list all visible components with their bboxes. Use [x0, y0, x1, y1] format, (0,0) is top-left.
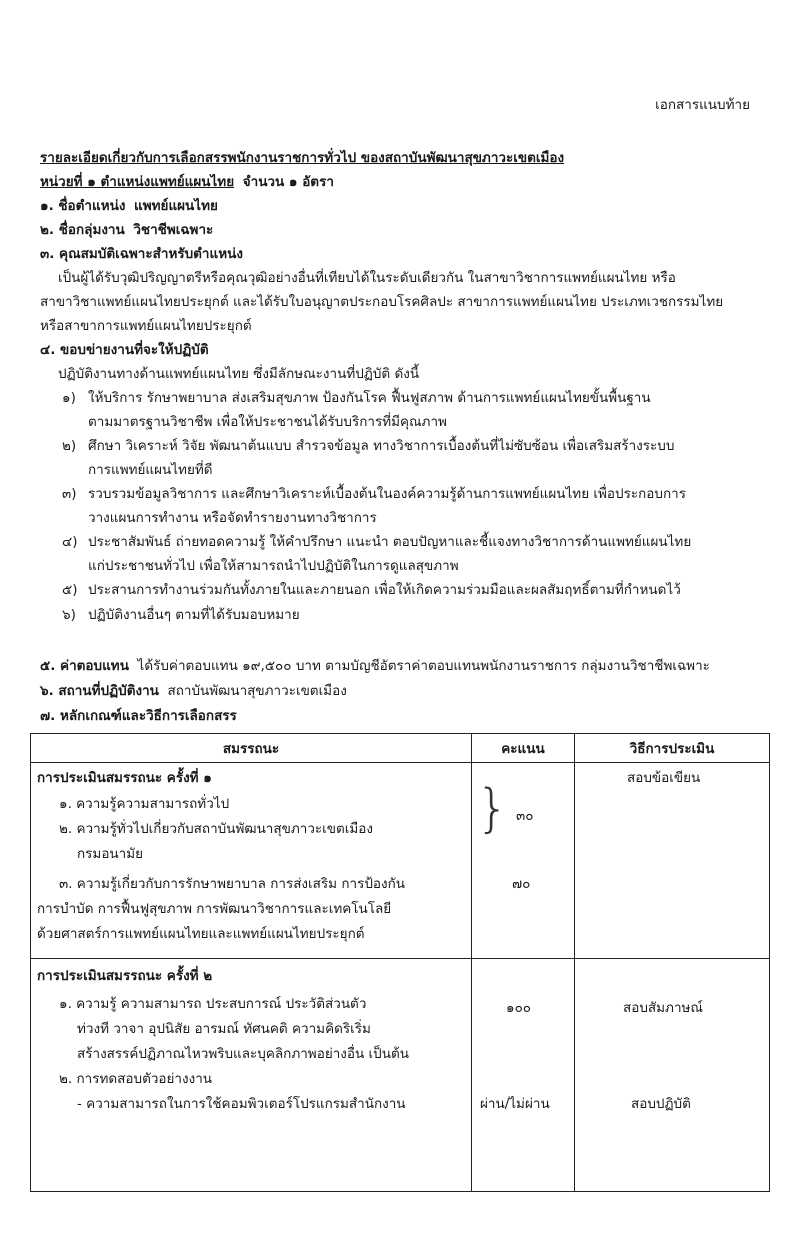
section-5 [40, 655, 710, 677]
score-value: ๑๐๐ [506, 1000, 532, 1016]
section-1-value: แพทย์แผนไทย [134, 198, 218, 214]
duty-number: ๔) [62, 534, 78, 550]
duty-item: ศึกษา วิเคราะห์ วิจัย พัฒนาต้นแบบ สำรวจข้อมูล ทางวิชาการเบื้องต้นที่ไม่ซับซ้อน เพื่อเสริมสร้างระบบ [88, 438, 675, 454]
score-value: ผ่าน/ไม่ผ่าน [480, 1096, 550, 1112]
duty-number: ๑) [62, 390, 76, 406]
section-6 [40, 680, 347, 702]
section-3-text: หรือสาขาการแพทย์แผนไทยประยุกต์ [40, 318, 252, 334]
section-6-heading: ๖. สถานที่ปฏิบัติงาน [40, 683, 159, 699]
duty-item: ประชาสัมพันธ์ ถ่ายทอดความรู้ ให้คำปรึกษา แนะนำ ตอบปัญหาและชี้แจงทางวิชาการด้านแพทย์แผนไทย [88, 534, 692, 550]
document-tag: เอกสารแนบท้าย [655, 97, 750, 113]
duty-item: รวบรวมข้อมูลวิชาการ และศึกษาวิเคราะห์เบื้องต้นในองค์ความรู้ด้านการแพทย์แผนไทย เพื่อประกอบการ [88, 486, 686, 502]
round-2-title: การประเมินสมรรถนะ ครั้งที่ ๒ [37, 968, 213, 984]
method-cell [575, 959, 770, 1192]
header-method: วิธีการประเมิน [575, 734, 770, 763]
duty-item-continued: วางแผนการทำงาน หรือจัดทำรายงานทางวิชาการ [88, 510, 377, 526]
section-4-intro: ปฏิบัติงานทางด้านแพทย์แผนไทย ซึ่งมีลักษณะงานที่ปฏิบัติ ดังนี้ [58, 366, 420, 382]
duty-item-continued: ตามมาตรฐานวิชาชีพ เพื่อให้ประชาชนได้รับบริการที่มีคุณภาพ [88, 414, 447, 430]
section-7-heading: ๗. หลักเกณฑ์และวิธีการเลือกสรร [40, 708, 237, 724]
score-value: ๓๐ [516, 808, 534, 824]
round-1-item: ๒. ความรู้ทั่วไปเกี่ยวกับสถาบันพัฒนาสุขภาวะเขตเมือง [59, 821, 373, 837]
method-value: สอบข้อเขียน [627, 770, 701, 786]
round-1-item: ๓. ความรู้เกี่ยวกับการรักษาพยาบาล การส่งเสริม การป้องกัน [59, 876, 405, 892]
section-3-text: สาขาวิชาแพทย์แผนไทยประยุกต์ และได้รับใบอนุญาตประกอบโรคศิลปะ สาขาการแพทย์แผนไทย ประเภทเวชกรรมไทย [40, 294, 724, 310]
unit-line [40, 171, 334, 193]
selection-criteria-table [30, 733, 770, 1192]
section-5-heading: ๕. ค่าตอบแทน [40, 658, 129, 674]
section-3-heading: ๓. คุณสมบัติเฉพาะสำหรับตำแหน่ง [40, 246, 243, 262]
duty-item-continued: การแพทย์แผนไทยที่ดี [88, 462, 213, 478]
duty-item: ให้บริการ รักษาพยาบาล ส่งเสริมสุขภาพ ป้องกันโรค ฟื้นฟูสภาพ ด้านการแพทย์แผนไทยขั้นพื้นฐาน [88, 390, 651, 406]
duty-number: ๖) [62, 607, 76, 623]
round-1-item: กรมอนามัย [77, 846, 144, 862]
brace-mark: } [476, 779, 510, 839]
header-competency: สมรรถนะ [31, 734, 472, 763]
duty-number: ๕) [62, 582, 78, 598]
round-2-item: ๑. ความรู้ ความสามารถ ประสบการณ์ ประวัติส่วนตัว [59, 996, 367, 1012]
round-1-item: การบำบัด การฟื้นฟูสุขภาพ การพัฒนาวิชาการและเทคโนโลยี [37, 901, 392, 917]
header-score: คะแนน [472, 734, 575, 763]
competency-cell [31, 959, 472, 1192]
round-1-item: ๑. ความรู้ความสามารถทั่วไป [59, 796, 230, 812]
score-value: ๗๐ [512, 876, 531, 892]
score-cell [472, 763, 575, 959]
duty-number: ๓) [62, 486, 77, 502]
duty-item: ประสานการทำงานร่วมกันทั้งภายในและภายนอก เพื่อให้เกิดความร่วมมือและผลสัมฤทธิ์ตามที่กำหนดไว้ [88, 582, 681, 598]
section-2-heading: ๒. ชื่อกลุ่มงาน [40, 222, 125, 238]
duty-number: ๒) [62, 438, 77, 454]
section-4-heading: ๔. ขอบข่ายงานที่จะให้ปฏิบัติ [40, 342, 209, 358]
method-value: สอบปฏิบัติ [631, 1096, 691, 1112]
table-row [31, 763, 770, 959]
round-2-item: - ความสามารถในการใช้คอมพิวเตอร์โปรแกรมสำนักงาน [77, 1096, 406, 1112]
section-2-value: วิชาชีพเฉพาะ [133, 222, 214, 238]
duty-item-continued: แก่ประชาชนทั่วไป เพื่อให้สามารถนำไปปฏิบัติในการดูแลสุขภาพ [88, 558, 459, 574]
unit-label: หน่วยที่ ๑ ตำแหน่งแพทย์แผนไทย [40, 174, 235, 190]
table-row [31, 959, 770, 1192]
document-title: รายละเอียดเกี่ยวกับการเลือกสรรพนักงานราชการทั่วไป ของสถาบันพัฒนาสุขภาวะเขตเมือง [40, 150, 565, 166]
section-1 [40, 195, 218, 217]
round-1-item: ด้วยศาสตร์การแพทย์แผนไทยและแพทย์แผนไทยประยุกต์ [37, 926, 365, 942]
duty-item: ปฏิบัติงานอื่นๆ ตามที่ได้รับมอบหมาย [88, 607, 300, 623]
competency-cell [31, 763, 472, 959]
unit-count: จำนวน ๑ อัตรา [242, 174, 334, 190]
section-1-heading: ๑. ชื่อตำแหน่ง [40, 198, 126, 214]
section-5-value: ได้รับค่าตอบแทน ๑๙,๕๐๐ บาท ตามบัญชีอัตราค่าตอบแทนพนักงานราชการ กลุ่มงานวิชาชีพเฉพาะ [137, 658, 710, 674]
method-value: สอบสัมภาษณ์ [623, 1000, 703, 1016]
section-6-value: สถาบันพัฒนาสุขภาวะเขตเมือง [167, 683, 347, 699]
round-2-item: ๒. การทดสอบตัวอย่างงาน [59, 1071, 213, 1087]
round-2-item: สร้างสรรค์ปฏิภาณไหวพริบและบุคลิกภาพอย่างอื่น เป็นต้น [77, 1046, 409, 1062]
section-2 [40, 219, 213, 241]
round-2-item: ท่วงที วาจา อุปนิสัย อารมณ์ ทัศนคติ ความคิดริเริ่ม [77, 1021, 371, 1037]
table-header-row [31, 734, 770, 763]
score-cell [472, 959, 575, 1192]
method-cell [575, 763, 770, 959]
section-3-text: เป็นผู้ได้รับวุฒิปริญญาตรีหรือคุณวุฒิอย่างอื่นที่เทียบได้ในระดับเดียวกัน ในสาขาวิชาการแพทย์แผนไทย หรือ [58, 270, 676, 286]
round-1-title: การประเมินสมรรถนะ ครั้งที่ ๑ [37, 770, 212, 786]
